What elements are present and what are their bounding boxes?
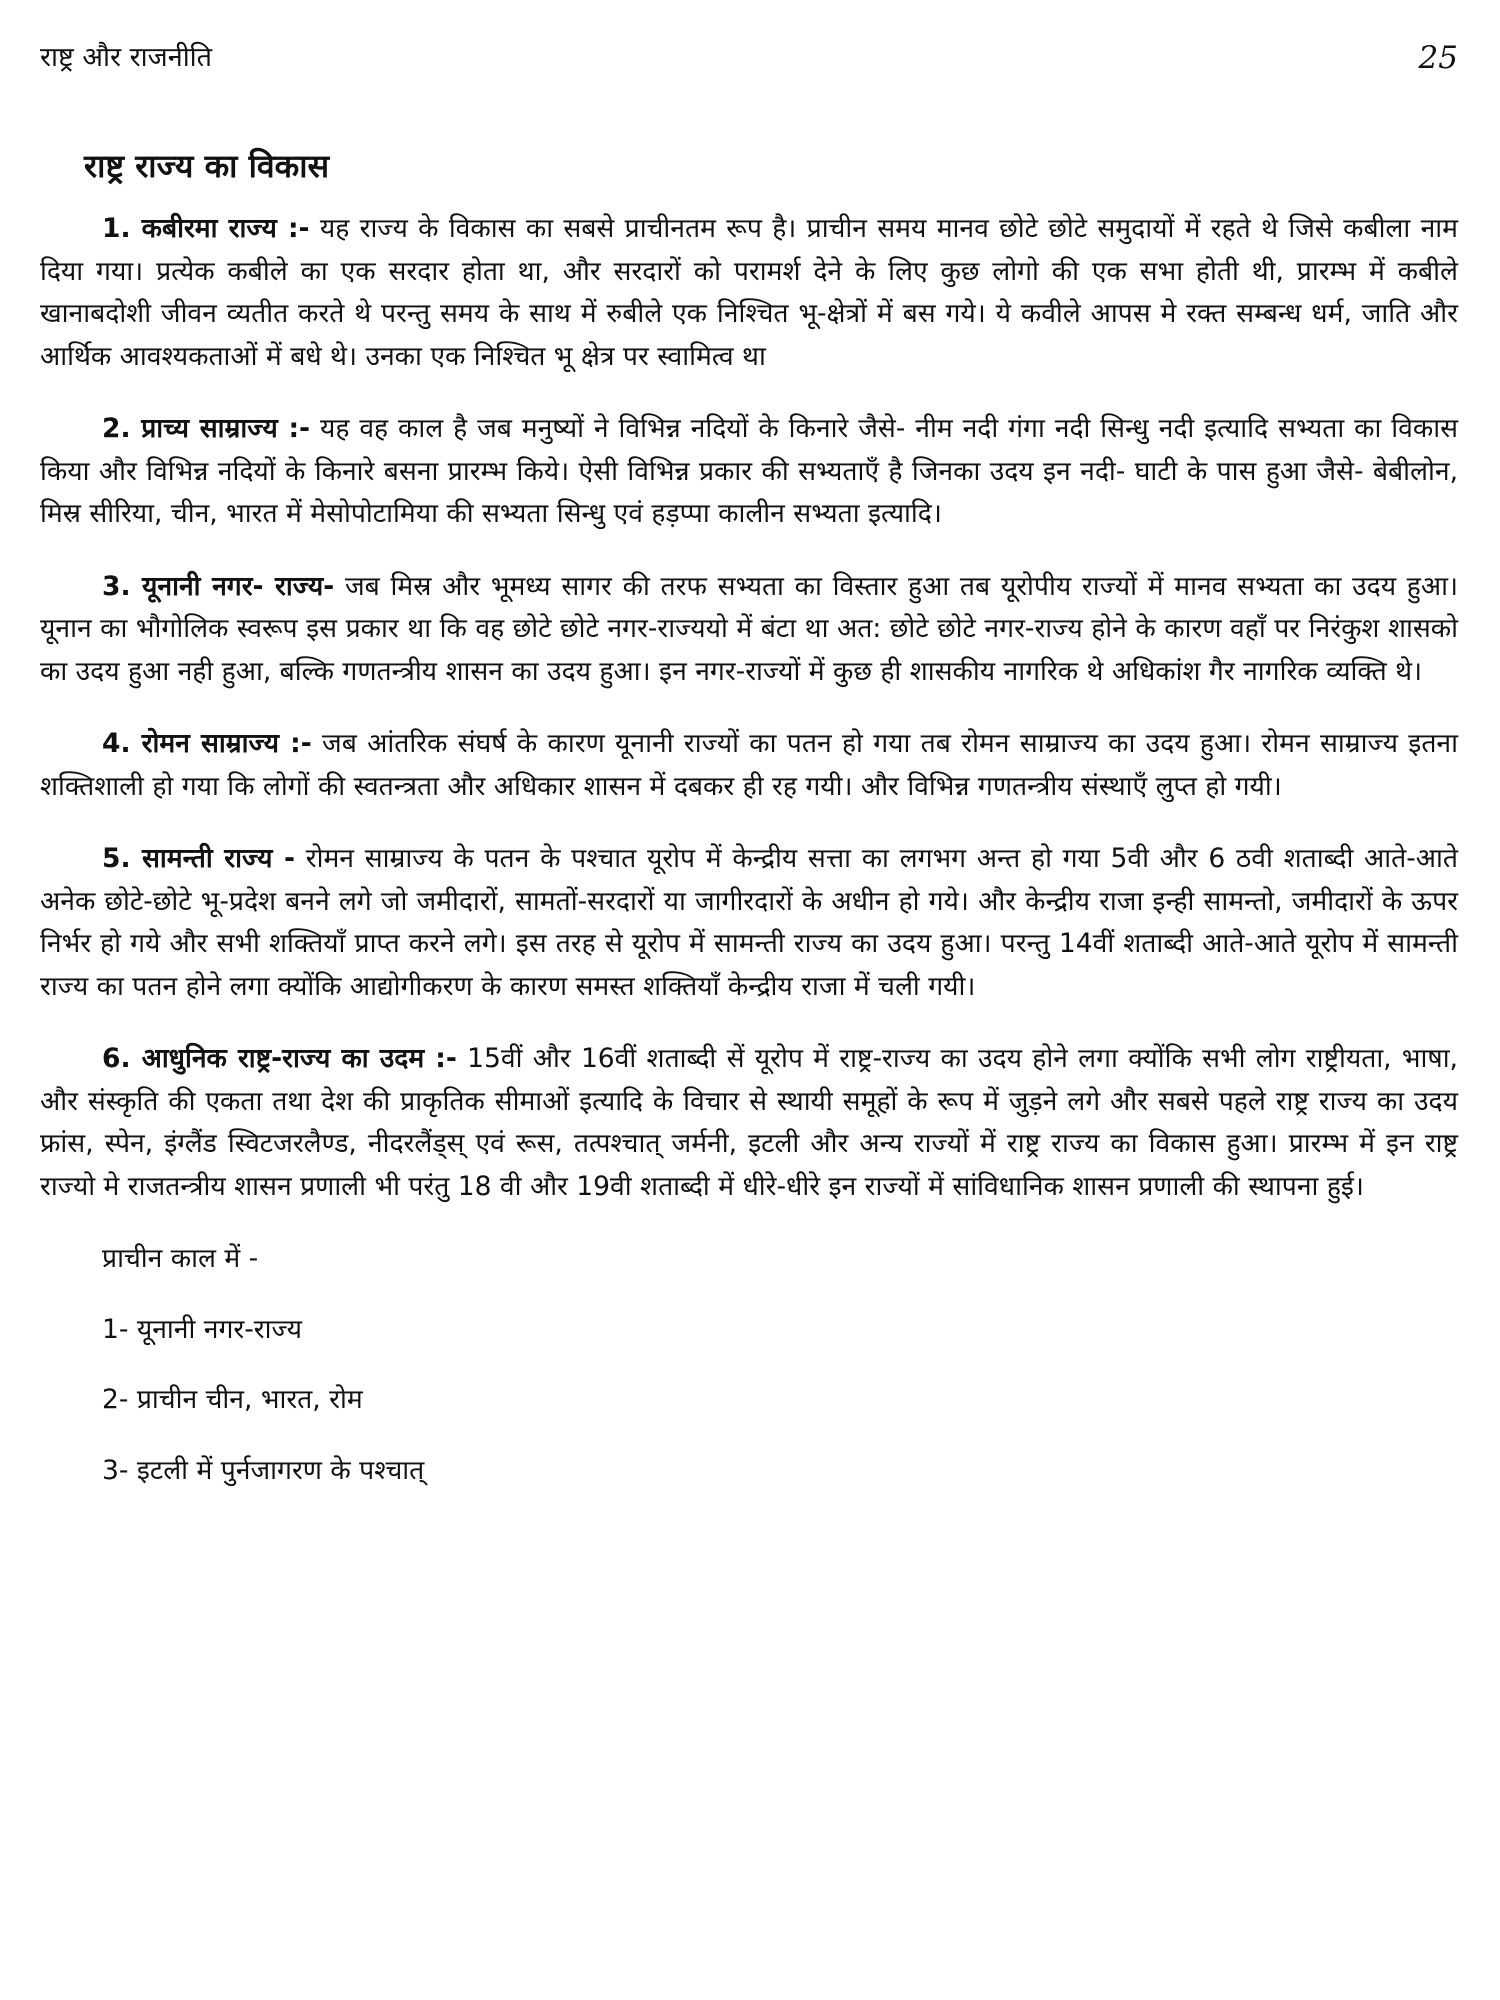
paragraph-lead: 3. यूनानी नगर- राज्य-	[102, 570, 335, 602]
paragraph-modern-nation-state	[40, 1038, 1458, 1208]
paragraph-roman-empire	[40, 723, 1458, 808]
paragraph-lead: 6. आधुनिक राष्ट्र-राज्य का उदम :-	[102, 1043, 457, 1074]
paragraph-text: 15वीं और 16वीं शताब्दी सें यूरोप में राष्ट्र-राज्य का उदय होने लगा क्योंकि सभी लोग राष्ट्रीयता, भाषा, और संस्कृति की एकता तथा देश की प्राकृतिक सीमाओं इत्यादि के विचार से स्थायी समूहों के रूप में जुड़ने लगे और सबसे पहले राष्ट्र राज्य का उदय फ्रांस, स्पेन, इंग्लैंड स्विटजरलैण्ड, नीदरलैंड्स् एवं रूस, तत्पश्चात् जर्मनी, इटली और अन्य राज्यों में राष्ट्र राज्य का विकास हुआ। प्रारम्भ में इन राष्ट्र राज्यो मे राजतन्त्रीय शासन प्रणाली भी परंतु 18 वी और 19वी शताब्दी में धीरे-धीरे इन राज्यों में सांविधानिक शासन प्रणाली की स्थापना हुई।	[40, 1043, 1458, 1202]
paragraph-greek-city-state	[40, 566, 1458, 694]
page-header	[40, 40, 1458, 100]
list-intro: प्राचीन काल में -	[102, 1243, 259, 1274]
paragraph-tribal-state	[40, 208, 1458, 378]
paragraph-text: यह वह काल है जब मनुष्यों ने विभिन्न नदियों के किनारे जैसे- नीम नदी गंगा नदी सिन्धु नदी इत्यादि सभ्यता का विकास किया और विभिन्न नदियों के किनारे बसना प्रारम्भ किये। ऐसी विभिन्न प्रकार की सभ्यताएँ है जिनका उदय इन नदी- घाटी के पास हुआ जैसे- बेबीलोन, मिस्र सीरिया, चीन, भारत में मेसोपोटामिया की सभ्यता सिन्धु एवं हड़प्पा कालीन सभ्यता इत्यादि।	[40, 413, 1458, 529]
paragraph-text: रोमन साम्राज्य के पतन के पश्चात यूरोप में केन्द्रीय सत्ता का लगभग अन्त हो गया 5वी और 6 ठवी शताब्दी आते-आते अनेक छोटे-छोटे भू-प्रदेश बनने लगे जो जमीदारों, सामतों-सरदारों या जागीरदारों के अधीन हो गये। और केन्द्रीय राजा इन्ही सामन्तो, जमीदारों के ऊपर निर्भर हो गये और सभी शक्तियाँ प्राप्त करने लगे। इस तरह से यूरोप में सामन्ती राज्य का उदय हुआ। परन्तु 14वीं शताब्दी आते-आते यूरोप में सामन्ती राज्य का पतन होने लगा क्योंकि आद्योगीकरण के कारण समस्त शक्तियाँ केन्द्रीय राजा में चली गयी।	[40, 843, 1458, 1002]
paragraph-lead: 2. प्राच्य साम्राज्य :-	[102, 413, 311, 444]
list-item: 2- प्राचीन चीन, भारत, रोम	[102, 1384, 363, 1415]
paragraph-lead: 5. सामन्ती राज्य -	[102, 843, 296, 874]
list-item: 3- इटली में पुर्नजागरण के पश्चात्	[102, 1454, 425, 1486]
paragraph-text: यह राज्य के विकास का सबसे प्राचीनतम रूप है। प्राचीन समय मानव छोटे छोटे समुदायों में रहते थे जिसे कबीला नाम दिया गया। प्रत्येक कबीले का एक सरदार होता था, और सरदारों को परामर्श देने के लिए कुछ लोगो की एक सभा होती थी, प्रारम्भ में कबीले खानाबदोशी जीवन व्यतीत करते थे परन्तु समय के साथ में रुबीले एक निश्चित भू-क्षेत्रों में बस गये। ये कवीले आपस मे रक्त सम्बन्ध धर्म, जाति और आर्थिक आवश्यकताओं में बधे थे। उनका एक निश्चित भू क्षेत्र पर स्वामित्व था	[40, 213, 1458, 372]
paragraph-lead: 4. रोमन साम्राज्य :-	[102, 728, 312, 759]
paragraph-feudal-state	[40, 838, 1458, 1008]
ancient-period-list	[40, 1309, 1458, 1493]
page-number: 25	[1418, 40, 1458, 76]
paragraph-lead: 1. कबीरमा राज्य :-	[102, 213, 310, 244]
paragraph-text: जब आंतरिक संघर्ष के कारण यूनानी राज्यों का पतन हो गया तब रोमन साम्राज्य का उदय हुआ। रोमन साम्राज्य इतना शक्तिशाली हो गया कि लोगों की स्वतन्त्रता और अधिकार शासन में दबकर ही रह गयी। और विभिन्न गणतन्त्रीय संस्थाएँ लुप्त हो गयी।	[40, 728, 1458, 802]
paragraph-oriental-empire	[40, 408, 1458, 536]
section-heading: राष्ट्र राज्य का विकास	[84, 147, 330, 185]
body-content	[40, 208, 1458, 1492]
list-item: 1- यूनानी नगर-राज्य	[102, 1313, 303, 1345]
running-title: राष्ट्र और राजनीति	[40, 42, 213, 73]
paragraph-text: जब मिस्र और भूमध्य सागर की तरफ सभ्यता का विस्तार हुआ तब यूरोपीय राज्यों में मानव सभ्यता का उदय हुआ। यूनान का भौगोलिक स्वरूप इस प्रकार था कि वह छोटे छोटे नगर-राज्ययो में बंटा था अत: छोटे छोटे नगर-राज्य होने के कारण वहाँ पर निरंकुश शासको का उदय हुआ नही हुआ, बल्कि गणतन्त्रीय शासन का उदय हुआ। इन नगर-राज्यों में कुछ ही शासकीय नागरिक थे अधिकांश गैर नागरिक व्यक्ति थे।	[40, 570, 1459, 687]
